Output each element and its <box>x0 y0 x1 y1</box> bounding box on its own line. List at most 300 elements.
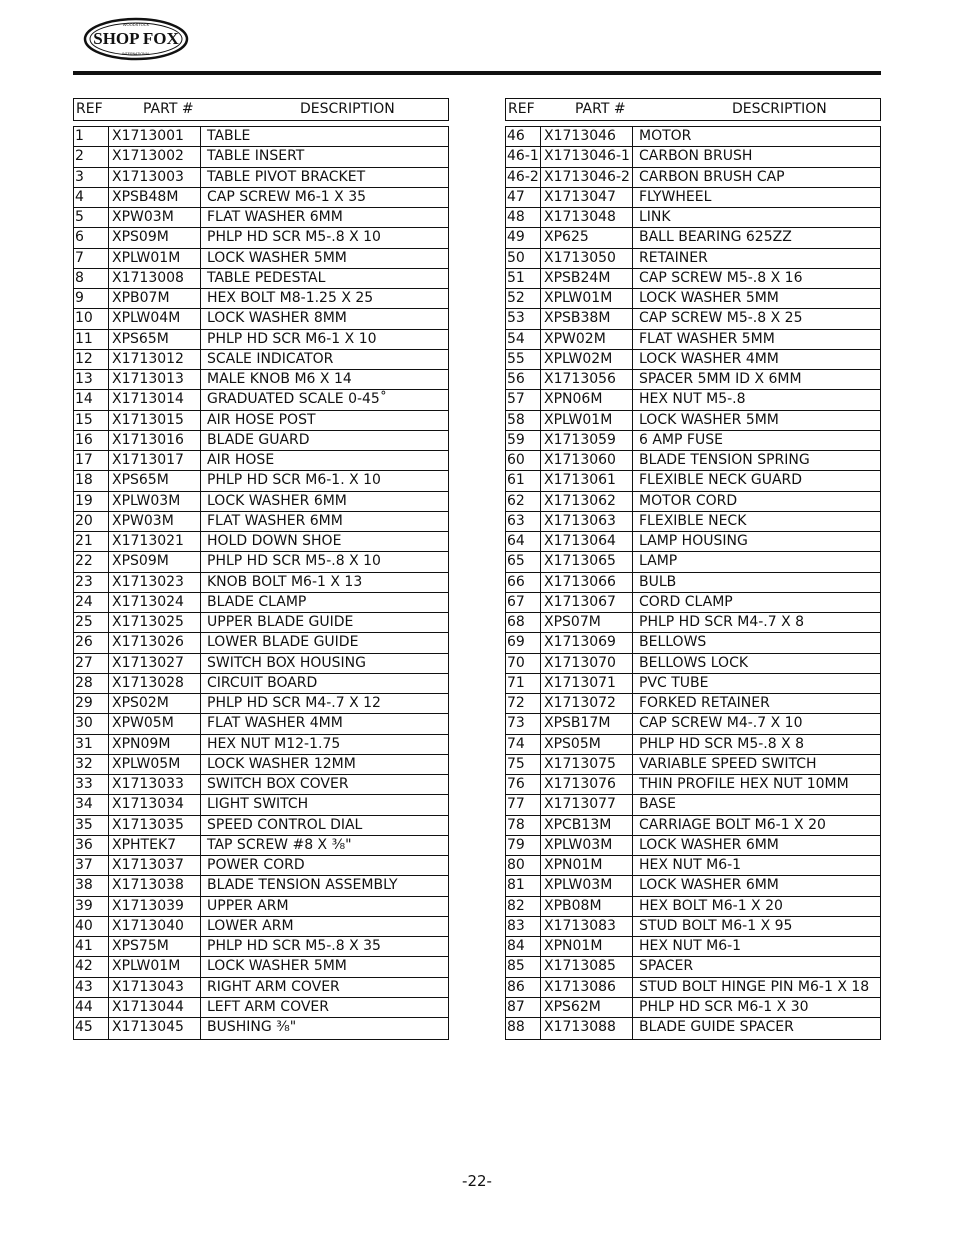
table-row <box>74 835 449 855</box>
ref-cell: 80 <box>506 856 541 876</box>
table-row <box>506 329 881 349</box>
ref-cell: 85 <box>506 957 541 977</box>
ref-cell: 81 <box>506 876 541 896</box>
description-cell: BALL BEARING 625ZZ <box>633 228 881 248</box>
table-row <box>506 289 881 309</box>
parts-list-left <box>73 126 449 1040</box>
table-row <box>74 876 449 896</box>
part-number-cell: X1713014 <box>109 390 201 410</box>
description-cell: CARBON BRUSH CAP <box>633 167 881 187</box>
description-cell: CARRIAGE BOLT M6-1 X 20 <box>633 815 881 835</box>
table-row <box>506 997 881 1017</box>
ref-cell: 47 <box>506 187 541 207</box>
header-ref: REF <box>508 101 535 117</box>
ref-cell: 8 <box>74 268 109 288</box>
ref-cell: 52 <box>506 289 541 309</box>
part-number-cell: XPS09M <box>109 552 201 572</box>
description-cell: HEX BOLT M8-1.25 X 25 <box>201 289 449 309</box>
ref-cell: 83 <box>506 916 541 936</box>
description-cell: PHLP HD SCR M6-1 X 10 <box>201 329 449 349</box>
ref-cell: 9 <box>74 289 109 309</box>
part-number-cell: X1713039 <box>109 896 201 916</box>
table-row <box>74 511 449 531</box>
ref-cell: 14 <box>74 390 109 410</box>
ref-cell: 51 <box>506 268 541 288</box>
table-row <box>506 370 881 390</box>
table-row <box>74 916 449 936</box>
description-cell: BULB <box>633 572 881 592</box>
ref-cell: 13 <box>74 370 109 390</box>
part-number-cell: XPB07M <box>109 289 201 309</box>
table-row <box>506 815 881 835</box>
table-row <box>74 552 449 572</box>
part-number-cell: X1713088 <box>541 1018 633 1040</box>
ref-cell: 42 <box>74 957 109 977</box>
description-cell: PHLP HD SCR M6-1 X 30 <box>633 997 881 1017</box>
table-row <box>74 451 449 471</box>
description-cell: LINK <box>633 208 881 228</box>
table-row <box>74 937 449 957</box>
table-row <box>74 289 449 309</box>
table-row <box>506 876 881 896</box>
description-cell: AIR HOSE POST <box>201 410 449 430</box>
ref-cell: 24 <box>74 592 109 612</box>
logo-small-top: WOODSTOCK <box>122 22 150 27</box>
ref-cell: 30 <box>74 714 109 734</box>
part-number-cell: XPS02M <box>109 694 201 714</box>
description-cell: 6 AMP FUSE <box>633 430 881 450</box>
ref-cell: 31 <box>74 734 109 754</box>
description-cell: CAP SCREW M5-.8 X 25 <box>633 309 881 329</box>
part-number-cell: X1713033 <box>109 775 201 795</box>
ref-cell: 11 <box>74 329 109 349</box>
table-row <box>506 167 881 187</box>
ref-cell: 74 <box>506 734 541 754</box>
ref-cell: 56 <box>506 370 541 390</box>
ref-cell: 65 <box>506 552 541 572</box>
description-cell: PHLP HD SCR M5-.8 X 10 <box>201 228 449 248</box>
table-row <box>506 592 881 612</box>
ref-cell: 64 <box>506 532 541 552</box>
table-row <box>74 714 449 734</box>
description-cell: AIR HOSE <box>201 451 449 471</box>
part-number-cell: X1713034 <box>109 795 201 815</box>
part-number-cell: X1713067 <box>541 592 633 612</box>
description-cell: MOTOR <box>633 127 881 147</box>
header-part: PART # <box>575 101 626 117</box>
parts-list-right <box>505 126 881 1040</box>
table-row <box>74 390 449 410</box>
table-row <box>74 957 449 977</box>
ref-cell: 21 <box>74 532 109 552</box>
part-number-cell: X1713013 <box>109 370 201 390</box>
description-cell: BLADE GUARD <box>201 430 449 450</box>
ref-cell: 79 <box>506 835 541 855</box>
table-row <box>506 957 881 977</box>
part-number-cell: X1713048 <box>541 208 633 228</box>
description-cell: MOTOR CORD <box>633 491 881 511</box>
part-number-cell: XPLW01M <box>109 248 201 268</box>
table-row <box>506 268 881 288</box>
table-row <box>506 714 881 734</box>
ref-cell: 73 <box>506 714 541 734</box>
part-number-cell: X1713046 <box>541 127 633 147</box>
ref-cell: 59 <box>506 430 541 450</box>
header-description: DESCRIPTION <box>300 101 395 117</box>
ref-cell: 63 <box>506 511 541 531</box>
ref-cell: 3 <box>74 167 109 187</box>
description-cell: FLAT WASHER 6MM <box>201 511 449 531</box>
description-cell: SPACER 5MM ID X 6MM <box>633 370 881 390</box>
part-number-cell: XPN06M <box>541 390 633 410</box>
description-cell: GRADUATED SCALE 0-45˚ <box>201 390 449 410</box>
table-row <box>506 754 881 774</box>
description-cell: LOCK WASHER 5MM <box>201 248 449 268</box>
ref-cell: 2 <box>74 147 109 167</box>
description-cell: SCALE INDICATOR <box>201 349 449 369</box>
ref-cell: 7 <box>74 248 109 268</box>
part-number-cell: XPLW01M <box>541 289 633 309</box>
description-cell: LOWER BLADE GUIDE <box>201 633 449 653</box>
table-row <box>506 1018 881 1040</box>
table-row <box>506 390 881 410</box>
ref-cell: 37 <box>74 856 109 876</box>
description-cell: UPPER ARM <box>201 896 449 916</box>
table-row <box>506 552 881 572</box>
description-cell: LOCK WASHER 4MM <box>633 349 881 369</box>
part-number-cell: XPB08M <box>541 896 633 916</box>
parts-table-left <box>73 98 449 1040</box>
ref-cell: 68 <box>506 613 541 633</box>
part-number-cell: XPLW05M <box>109 754 201 774</box>
ref-cell: 44 <box>74 997 109 1017</box>
table-row <box>74 147 449 167</box>
ref-cell: 16 <box>74 430 109 450</box>
part-number-cell: XPS07M <box>541 613 633 633</box>
description-cell: BLADE TENSION SPRING <box>633 451 881 471</box>
ref-cell: 23 <box>74 572 109 592</box>
description-cell: PVC TUBE <box>633 673 881 693</box>
part-number-cell: XPLW03M <box>541 835 633 855</box>
part-number-cell: X1713069 <box>541 633 633 653</box>
table-row <box>506 613 881 633</box>
ref-cell: 50 <box>506 248 541 268</box>
ref-cell: 45 <box>74 1018 109 1040</box>
ref-cell: 17 <box>74 451 109 471</box>
ref-cell: 57 <box>506 390 541 410</box>
part-number-cell: X1713021 <box>109 532 201 552</box>
part-number-cell: X1713026 <box>109 633 201 653</box>
part-number-cell: XPS75M <box>109 937 201 957</box>
ref-cell: 49 <box>506 228 541 248</box>
table-row <box>506 491 881 511</box>
description-cell: SWITCH BOX HOUSING <box>201 653 449 673</box>
part-number-cell: XPLW02M <box>541 349 633 369</box>
description-cell: BUSHING ³⁄₈" <box>201 1018 449 1040</box>
part-number-cell: XPLW04M <box>109 309 201 329</box>
table-row <box>506 775 881 795</box>
ref-cell: 15 <box>74 410 109 430</box>
ref-cell: 26 <box>74 633 109 653</box>
table-row <box>74 268 449 288</box>
description-cell: PHLP HD SCR M5-.8 X 8 <box>633 734 881 754</box>
part-number-cell: X1713062 <box>541 491 633 511</box>
part-number-cell: XPS65M <box>109 329 201 349</box>
part-number-cell: X1713075 <box>541 754 633 774</box>
table-row <box>506 795 881 815</box>
table-row <box>506 916 881 936</box>
table-row <box>506 147 881 167</box>
table-row <box>506 937 881 957</box>
ref-cell: 38 <box>74 876 109 896</box>
table-row <box>74 633 449 653</box>
table-row <box>74 228 449 248</box>
table-row <box>74 856 449 876</box>
ref-cell: 88 <box>506 1018 541 1040</box>
part-number-cell: X1713047 <box>541 187 633 207</box>
ref-cell: 66 <box>506 572 541 592</box>
table-row <box>506 309 881 329</box>
table-row <box>506 572 881 592</box>
table-row <box>74 187 449 207</box>
ref-cell: 4 <box>74 187 109 207</box>
part-number-cell: XPN01M <box>541 937 633 957</box>
part-number-cell: X1713017 <box>109 451 201 471</box>
table-row <box>506 653 881 673</box>
description-cell: CAP SCREW M5-.8 X 16 <box>633 268 881 288</box>
table-row <box>506 208 881 228</box>
table-row <box>74 997 449 1017</box>
description-cell: BELLOWS <box>633 633 881 653</box>
table-row <box>74 248 449 268</box>
description-cell: LOCK WASHER 12MM <box>201 754 449 774</box>
table-row <box>506 532 881 552</box>
part-number-cell: X1713061 <box>541 471 633 491</box>
part-number-cell: X1713077 <box>541 795 633 815</box>
ref-cell: 72 <box>506 694 541 714</box>
part-number-cell: XPS62M <box>541 997 633 1017</box>
header-description: DESCRIPTION <box>732 101 827 117</box>
part-number-cell: X1713024 <box>109 592 201 612</box>
ref-cell: 33 <box>74 775 109 795</box>
ref-cell: 32 <box>74 754 109 774</box>
ref-cell: 18 <box>74 471 109 491</box>
description-cell: MALE KNOB M6 X 14 <box>201 370 449 390</box>
part-number-cell: XPCB13M <box>541 815 633 835</box>
table-row <box>74 613 449 633</box>
part-number-cell: X1713083 <box>541 916 633 936</box>
header-rule <box>73 71 881 75</box>
table-row <box>74 532 449 552</box>
ref-cell: 71 <box>506 673 541 693</box>
description-cell: CAP SCREW M4-.7 X 10 <box>633 714 881 734</box>
description-cell: HEX NUT M12-1.75 <box>201 734 449 754</box>
description-cell: LIGHT SWITCH <box>201 795 449 815</box>
ref-cell: 61 <box>506 471 541 491</box>
ref-cell: 48 <box>506 208 541 228</box>
table-header <box>73 98 449 121</box>
table-row <box>74 329 449 349</box>
ref-cell: 82 <box>506 896 541 916</box>
ref-cell: 55 <box>506 349 541 369</box>
table-row <box>506 633 881 653</box>
part-number-cell: X1713027 <box>109 653 201 673</box>
part-number-cell: XPS65M <box>109 471 201 491</box>
page-number: -22- <box>462 1172 492 1190</box>
description-cell: STUD BOLT HINGE PIN M6-1 X 18 <box>633 977 881 997</box>
table-row <box>506 673 881 693</box>
logo-text: SHOP FOX <box>93 29 179 48</box>
ref-cell: 29 <box>74 694 109 714</box>
part-number-cell: X1713040 <box>109 916 201 936</box>
description-cell: HEX NUT M6-1 <box>633 856 881 876</box>
description-cell: HOLD DOWN SHOE <box>201 532 449 552</box>
description-cell: LOCK WASHER 6MM <box>633 835 881 855</box>
part-number-cell: X1713086 <box>541 977 633 997</box>
shop-fox-logo <box>82 16 190 62</box>
part-number-cell: XPN01M <box>541 856 633 876</box>
table-row <box>506 835 881 855</box>
ref-cell: 77 <box>506 795 541 815</box>
table-row <box>74 896 449 916</box>
description-cell: CAP SCREW M6-1 X 35 <box>201 187 449 207</box>
table-row <box>74 491 449 511</box>
part-number-cell: X1713071 <box>541 673 633 693</box>
description-cell: FLAT WASHER 6MM <box>201 208 449 228</box>
description-cell: SPACER <box>633 957 881 977</box>
ref-cell: 46-1 <box>506 147 541 167</box>
description-cell: TAP SCREW #8 X ³⁄₈" <box>201 835 449 855</box>
description-cell: LEFT ARM COVER <box>201 997 449 1017</box>
part-number-cell: X1713059 <box>541 430 633 450</box>
description-cell: LOCK WASHER 5MM <box>633 289 881 309</box>
table-row <box>506 349 881 369</box>
table-row <box>74 795 449 815</box>
ref-cell: 87 <box>506 997 541 1017</box>
table-row <box>506 694 881 714</box>
description-cell: BASE <box>633 795 881 815</box>
table-row <box>74 592 449 612</box>
description-cell: TABLE <box>201 127 449 147</box>
description-cell: PHLP HD SCR M4-.7 X 8 <box>633 613 881 633</box>
ref-cell: 86 <box>506 977 541 997</box>
ref-cell: 75 <box>506 754 541 774</box>
part-number-cell: XPLW01M <box>541 410 633 430</box>
description-cell: STUD BOLT M6-1 X 95 <box>633 916 881 936</box>
part-number-cell: X1713002 <box>109 147 201 167</box>
table-row <box>506 127 881 147</box>
table-row <box>74 430 449 450</box>
part-number-cell: X1713008 <box>109 268 201 288</box>
description-cell: FLEXIBLE NECK GUARD <box>633 471 881 491</box>
ref-cell: 12 <box>74 349 109 369</box>
table-row <box>506 856 881 876</box>
part-number-cell: XPS09M <box>109 228 201 248</box>
table-row <box>74 572 449 592</box>
table-row <box>74 775 449 795</box>
part-number-cell: XPW03M <box>109 208 201 228</box>
part-number-cell: X1713046-1 <box>541 147 633 167</box>
part-number-cell: XPSB38M <box>541 309 633 329</box>
ref-cell: 43 <box>74 977 109 997</box>
part-number-cell: XPSB24M <box>541 268 633 288</box>
part-number-cell: X1713076 <box>541 775 633 795</box>
part-number-cell: X1713016 <box>109 430 201 450</box>
description-cell: LOCK WASHER 5MM <box>201 957 449 977</box>
table-row <box>74 167 449 187</box>
table-row <box>74 734 449 754</box>
description-cell: CIRCUIT BOARD <box>201 673 449 693</box>
ref-cell: 20 <box>74 511 109 531</box>
table-row <box>506 248 881 268</box>
table-row <box>74 815 449 835</box>
table-row <box>506 511 881 531</box>
ref-cell: 10 <box>74 309 109 329</box>
description-cell: FLAT WASHER 5MM <box>633 329 881 349</box>
ref-cell: 39 <box>74 896 109 916</box>
description-cell: CARBON BRUSH <box>633 147 881 167</box>
description-cell: LOCK WASHER 8MM <box>201 309 449 329</box>
table-row <box>74 471 449 491</box>
description-cell: LOCK WASHER 5MM <box>633 410 881 430</box>
table-row <box>74 370 449 390</box>
header-part: PART # <box>143 101 194 117</box>
part-number-cell: X1713028 <box>109 673 201 693</box>
parts-table-right <box>505 98 881 1040</box>
table-row <box>74 1018 449 1040</box>
part-number-cell: X1713037 <box>109 856 201 876</box>
table-row <box>74 673 449 693</box>
part-number-cell: XPW03M <box>109 511 201 531</box>
description-cell: BLADE GUIDE SPACER <box>633 1018 881 1040</box>
description-cell: HEX NUT M5-.8 <box>633 390 881 410</box>
part-number-cell: X1713085 <box>541 957 633 977</box>
part-number-cell: X1713060 <box>541 451 633 471</box>
table-header <box>505 98 881 121</box>
description-cell: LOCK WASHER 6MM <box>201 491 449 511</box>
ref-cell: 69 <box>506 633 541 653</box>
description-cell: SWITCH BOX COVER <box>201 775 449 795</box>
table-row <box>506 187 881 207</box>
table-row <box>74 977 449 997</box>
part-number-cell: XPW05M <box>109 714 201 734</box>
ref-cell: 58 <box>506 410 541 430</box>
part-number-cell: X1713015 <box>109 410 201 430</box>
part-number-cell: X1713001 <box>109 127 201 147</box>
part-number-cell: X1713063 <box>541 511 633 531</box>
part-number-cell: XPHTEK7 <box>109 835 201 855</box>
description-cell: THIN PROFILE HEX NUT 10MM <box>633 775 881 795</box>
part-number-cell: XPN09M <box>109 734 201 754</box>
table-row <box>506 451 881 471</box>
table-row <box>74 410 449 430</box>
ref-cell: 41 <box>74 937 109 957</box>
part-number-cell: X1713043 <box>109 977 201 997</box>
description-cell: HEX NUT M6-1 <box>633 937 881 957</box>
part-number-cell: X1713046-2 <box>541 167 633 187</box>
description-cell: VARIABLE SPEED SWITCH <box>633 754 881 774</box>
description-cell: FORKED RETAINER <box>633 694 881 714</box>
part-number-cell: XPLW03M <box>109 491 201 511</box>
part-number-cell: XPSB48M <box>109 187 201 207</box>
part-number-cell: X1713025 <box>109 613 201 633</box>
part-number-cell: X1713050 <box>541 248 633 268</box>
table-row <box>506 471 881 491</box>
part-number-cell: XPS05M <box>541 734 633 754</box>
table-row <box>74 127 449 147</box>
ref-cell: 5 <box>74 208 109 228</box>
description-cell: POWER CORD <box>201 856 449 876</box>
